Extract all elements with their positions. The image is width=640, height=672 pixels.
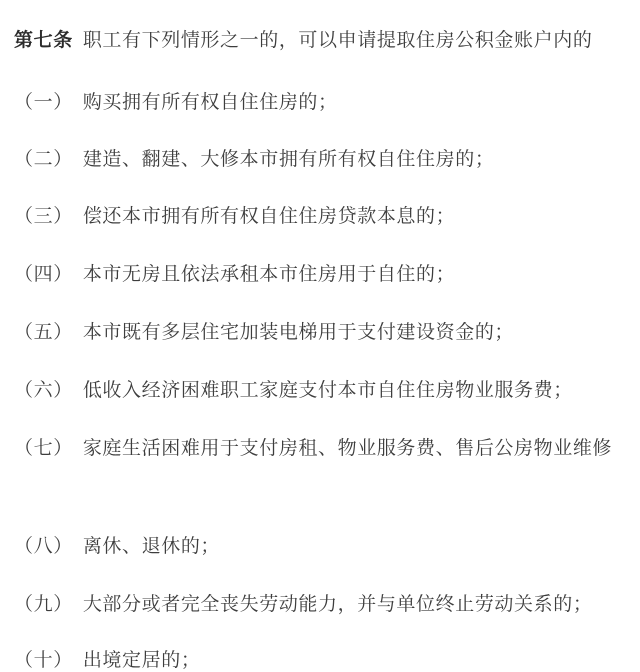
clause-9 (14, 590, 592, 618)
clause-text: 大部分或者完全丧失劳动能力，并与单位终止劳动关系的； (82, 593, 593, 615)
article-number: 第七条 (14, 29, 73, 51)
clause-text: 家庭生活困难用于支付房租、物业服务费、售后公房物业维修 (82, 437, 613, 459)
clause-2 (14, 145, 494, 173)
clause-number: （二） (14, 148, 73, 170)
article-heading (14, 26, 592, 54)
clause-6 (14, 376, 573, 404)
clause-number: （九） (14, 593, 73, 615)
clause-10 (14, 646, 200, 672)
clause-text: 购买拥有所有权自住住房的； (82, 91, 338, 113)
clause-8 (14, 532, 220, 560)
clause-number: （四） (14, 263, 73, 285)
clause-1 (14, 88, 338, 116)
clause-text: 建造、翻建、大修本市拥有所有权自住住房的； (82, 148, 495, 170)
clause-number: （六） (14, 379, 73, 401)
clause-text: 本市无房且依法承租本市住房用于自住的； (82, 263, 456, 285)
clause-number: （三） (14, 205, 73, 227)
article-text: 职工有下列情形之一的，可以申请提取住房公积金账户内的 (82, 29, 593, 51)
clause-text: 偿还本市拥有所有权自住住房贷款本息的； (82, 205, 456, 227)
clause-text: 离休、退休的； (82, 535, 221, 557)
clause-number: （八） (14, 535, 73, 557)
clause-text: 本市既有多层住宅加装电梯用于支付建设资金的； (82, 321, 515, 343)
clause-5 (14, 318, 514, 346)
clause-4 (14, 260, 455, 288)
clause-number: （十） (14, 649, 73, 671)
clause-7 (14, 434, 612, 462)
clause-3 (14, 202, 455, 230)
clause-number: （五） (14, 321, 73, 343)
clause-number: （七） (14, 437, 73, 459)
clause-text: 低收入经济困难职工家庭支付本市自住住房物业服务费； (82, 379, 573, 401)
clause-text: 出境定居的； (82, 649, 201, 671)
clause-number: （一） (14, 91, 73, 113)
